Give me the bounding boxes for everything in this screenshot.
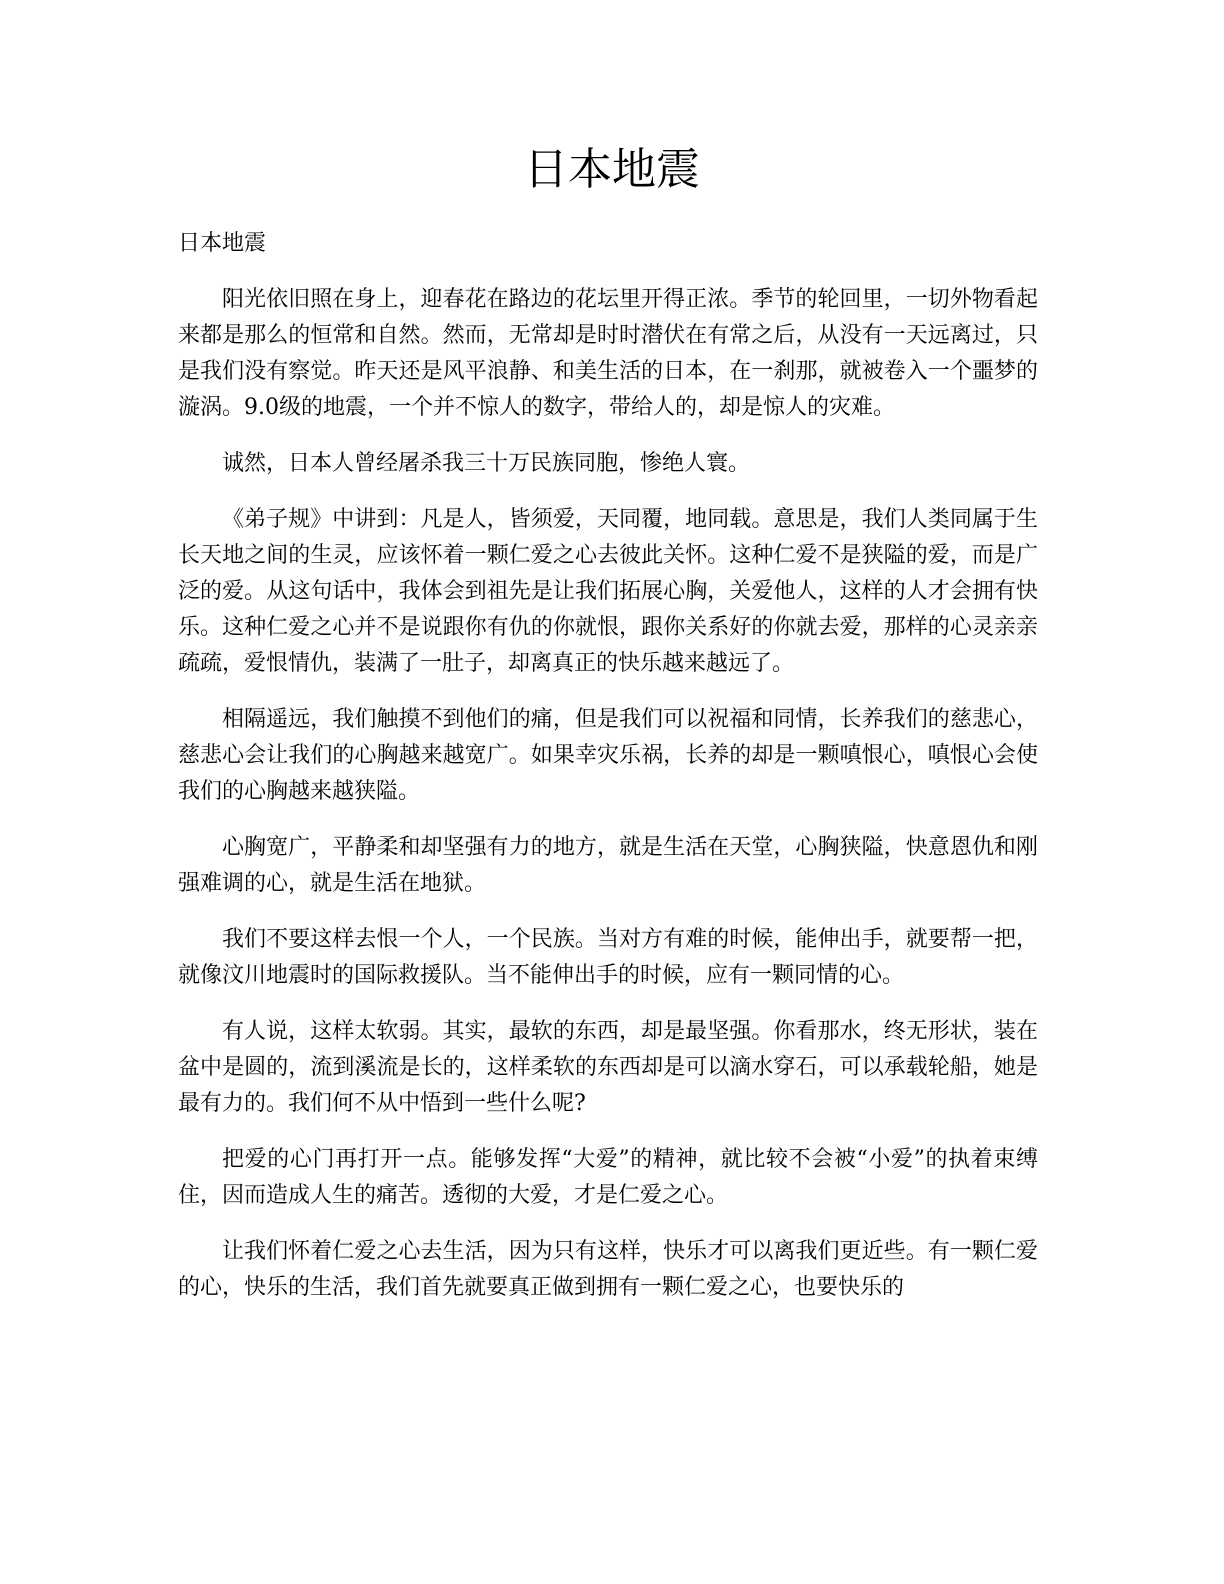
document-body [178, 226, 1038, 1326]
paragraph: 《弟子规》中讲到：凡是人，皆须爱，天同覆，地同载。意思是，我们人类同属于生长天地之间的生灵，应该怀着一颗仁爱之心去彼此关怀。这种仁爱不是狭隘的爱，而是广泛的爱。从这句话中，我体会到祖先是让我们拓展心胸，关爱他人，这样的人才会拥有快乐。这种仁爱之心并不是说跟你有仇的你就恨，跟你关系好的你就去爱，那样的心灵亲亲疏疏，爱恨情仇，装满了一肚子，却离真正的快乐越来越远了。 [178, 507, 1038, 676]
document-subtitle: 日本地震 [178, 231, 267, 256]
paragraph: 阳光依旧照在身上，迎春花在路边的花坛里开得正浓。季节的轮回里，一切外物看起来都是那么的恒常和自然。然而，无常却是时时潜伏在有常之后，从没有一天远离过，只是我们没有察觉。昨天还是风平浪静、和美生活的日本，在一刹那，就被卷入一个噩梦的漩涡。9.0级的地震，一个并不惊人的数字，带给人的，却是惊人的灾难。 [178, 287, 1038, 420]
paragraph: 我们不要这样去恨一个人，一个民族。当对方有难的时候，能伸出手，就要帮一把，就像汶川地震时的国际救援队。当不能伸出手的时候，应有一颗同情的心。 [178, 927, 1038, 988]
paragraph: 把爱的心门再打开一点。能够发挥“大爱”的精神，就比较不会被“小爱”的执着束缚住，因而造成人生的痛苦。透彻的大爱，才是仁爱之心。 [178, 1147, 1038, 1208]
paragraph: 诚然，日本人曾经屠杀我三十万民族同胞，惨绝人寰。 [222, 451, 751, 476]
paragraph: 相隔遥远，我们触摸不到他们的痛，但是我们可以祝福和同情，长养我们的慈悲心，慈悲心会让我们的心胸越来越宽广。如果幸灾乐祸，长养的却是一颗嗔恨心，嗔恨心会使我们的心胸越来越狭隘。 [178, 707, 1038, 804]
paragraph: 有人说，这样太软弱。其实，最软的东西，却是最坚强。你看那水，终无形状，装在盆中是圆的，流到溪流是长的，这样柔软的东西却是可以滴水穿石，可以承载轮船，她是最有力的。我们何不从中悟到一些什么呢? [178, 1019, 1038, 1116]
paragraph: 心胸宽广，平静柔和却坚强有力的地方，就是生活在天堂，心胸狭隘，快意恩仇和刚强难调的心，就是生活在地狱。 [178, 835, 1038, 896]
paragraph: 让我们怀着仁爱之心去生活，因为只有这样，快乐才可以离我们更近些。有一颗仁爱的心，快乐的生活，我们首先就要真正做到拥有一颗仁爱之心，也要快乐的 [178, 1239, 1038, 1300]
document-title: 日本地震 [524, 144, 700, 195]
